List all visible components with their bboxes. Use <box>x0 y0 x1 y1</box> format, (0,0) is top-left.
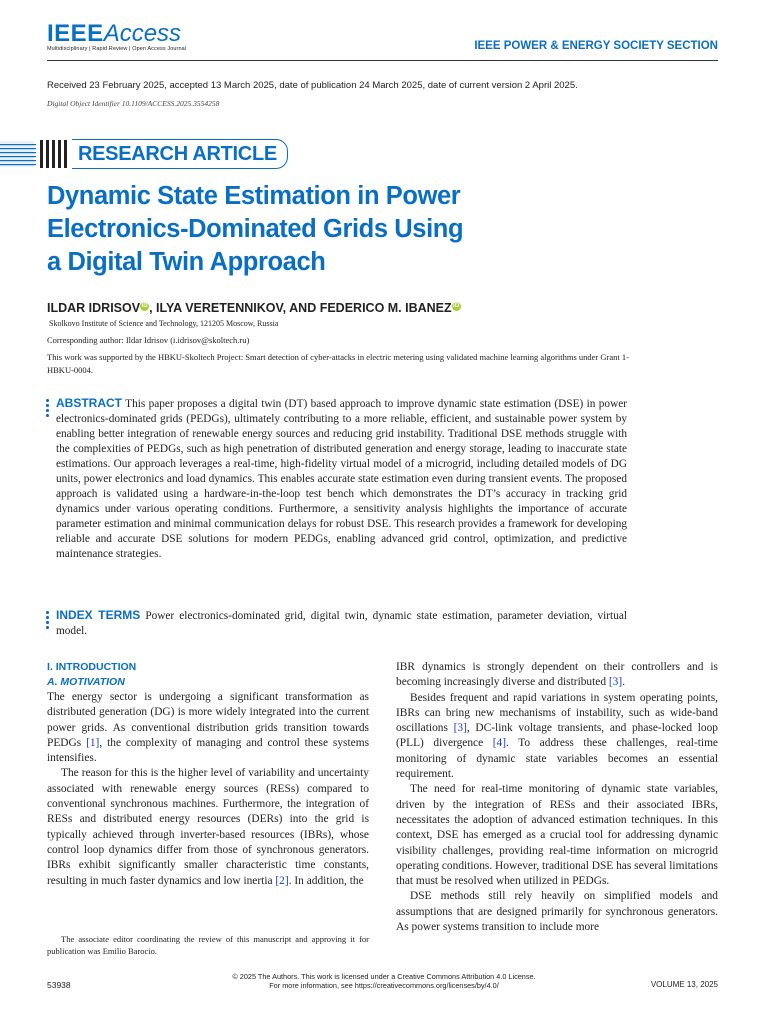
paragraph: Besides frequent and rapid variations in system operating points, IBRs can bring new mechanisms of instability, such as wide-band oscillations [3], DC-link voltage transients, and phase-locked loop (PLL) divergence [4]. To address these challenges, real-time monitoring of dynamic state variables becomes an essential requirement. <box>396 691 718 781</box>
article-type-banner <box>72 139 288 169</box>
journal-logo <box>47 20 181 48</box>
index-terms <box>56 608 627 639</box>
index-terms-text: Power electronics-dominated grid, digital twin, dynamic state estimation, parameter deviation, virtual model. <box>56 610 627 637</box>
paragraph: IBR dynamics is strongly dependent on their controllers and is becoming increasingly diverse and distributed [3]. <box>396 661 718 689</box>
section-name: IEEE POWER & ENERGY SOCIETY SECTION <box>474 40 718 52</box>
citation-link[interactable]: [3] <box>608 676 623 689</box>
article-type-label: RESEARCH ARTICLE <box>78 142 277 165</box>
citation-link[interactable]: [2] <box>275 874 289 887</box>
citation-link[interactable]: [3] <box>453 722 467 735</box>
page-number: 53938 <box>47 980 71 990</box>
banner-stripes <box>0 138 72 170</box>
license-text: © 2025 The Authors. This work is licensed under a Creative Commons Attribution 4.0 License. <box>232 972 536 981</box>
dotted-marker-icon <box>46 611 49 631</box>
dotted-marker-icon <box>46 399 49 419</box>
logo-ieee: IEEE <box>47 20 104 47</box>
paragraph: DSE methods still rely heavily on simplified models and assumptions that are designed primarily for synchronous generators. As power systems transition to include more <box>396 890 718 934</box>
corresponding-author: Corresponding author: Ildar Idrisov (i.idrisov@skoltech.ru) <box>47 335 250 345</box>
index-terms-label: INDEX TERMS <box>56 608 141 622</box>
logo-access: Access <box>103 20 182 47</box>
citation-link[interactable]: [4] <box>492 737 507 750</box>
abstract <box>56 396 627 562</box>
abstract-label: ABSTRACT <box>56 396 122 410</box>
title-line: Electronics-Dominated Grids Using <box>47 215 464 243</box>
volume-info: VOLUME 13, 2025 <box>650 980 718 989</box>
publication-dates: Received 23 February 2025, accepted 13 March 2025, date of publication 24 March 2025, date of current version 2 April 2025. <box>47 80 578 91</box>
affiliation: Skolkovo Institute of Science and Technology, 121205 Moscow, Russia <box>49 319 279 328</box>
author-names: , ILYA VERETENNIKOV, AND FEDERICO M. IBANEZ <box>149 301 452 315</box>
body-column-right <box>396 660 718 935</box>
editor-footnote: The associate editor coordinating the review of this manuscript and approving it for publication was Emilio Barocio. <box>47 934 369 956</box>
funding-statement: This work was supported by the HBKU-Skoltech Project: Smart detection of cyber-attacks in electric metering using validated machine learning algorithms under Grant 1-HBKU-0004. <box>47 352 629 375</box>
orcid-icon[interactable]: iD <box>141 302 148 309</box>
paragraph: The reason for this is the higher level of variability and uncertainty associated with renewable energy sources (RESs) compared to conventional synchronous machines. Furthermore, the integration of RESs and distributed energy resources (DERs) into the grid is typically achieved through inverter-based resources (IBRs), whose control loop dynamics differ from those of synchronous generators. IBRs exhibit significantly smaller characteristic time constants, resulting in much faster dynamics and low inertia [2]. In addition, the <box>47 767 369 887</box>
paper-title <box>47 180 567 279</box>
header-divider <box>47 60 718 61</box>
orcid-icon[interactable]: iD <box>453 302 460 309</box>
title-line: Dynamic State Estimation in Power <box>47 182 461 210</box>
paragraph: The energy sector is undergoing a significant transformation as distributed generation (DG) is more widely integrated into the current power grids. As conventional distribution grids transition towards PEDGs [1], the complexity of managing and control these systems intensifies. <box>47 691 369 765</box>
body-column-left <box>47 660 369 889</box>
license-link[interactable]: For more information, see https://creativecommons.org/licenses/by/4.0/ <box>269 981 499 990</box>
title-line: a Digital Twin Approach <box>47 248 326 276</box>
authors <box>47 301 461 315</box>
subsection-heading: A. MOTIVATION <box>47 676 125 688</box>
section-heading: I. INTRODUCTION <box>47 661 137 673</box>
paragraph: The need for real-time monitoring of dynamic state variables, driven by the integration of RESs and their associated IBRs, necessitates the adoption of advanced estimation techniques. In this context, DSE has emerged as a crucial tool for addressing dynamic visibility challenges, providing real-time information on microgrid operating conditions. However, traditional DSE has several limitations that must be resolved when utilized in PEDGs. <box>396 783 718 888</box>
logo-tagline: Multidisciplinary | Rapid Review | Open Access Journal <box>47 46 187 52</box>
abstract-text: This paper proposes a digital twin (DT) based approach to improve dynamic state estimation (DSE) in power electronics-dominated grids (PEDGs), ultimately contributing to a more reliable, efficient, and sustainable power system by enabling better integration of renewable energy sources and reducing grid instability. Traditional DSE methods struggle with the complexities of PEDGs, such as high penetration of distributed generation and energy storage, leading to inaccurate state estimations. Our approach leverages a real-time, high-fidelity virtual model of a microgrid, including detailed models of DG units, power electronics and load dynamics. This enables accurate state estimation even during transient events. The proposed approach is validated using a hardware-in-the-loop test bench which demonstrates the DT’s accuracy in tracking grid dynamics under various operating conditions. Furthermore, a sensitivity analysis highlights the importance of accurate parameter estimation and minimal communication delays for robust DSE. This research provides a framework for developing reliable and accurate DSE solutions for modern PEDGs, enabling advanced grid control, optimization, and predictive maintenance strategies. <box>56 398 628 560</box>
author-name: ILDAR IDRISOV <box>47 301 141 315</box>
citation-link[interactable]: [1] <box>86 736 100 749</box>
doi[interactable]: Digital Object Identifier 10.1109/ACCESS.2025.3554258 <box>47 99 220 108</box>
